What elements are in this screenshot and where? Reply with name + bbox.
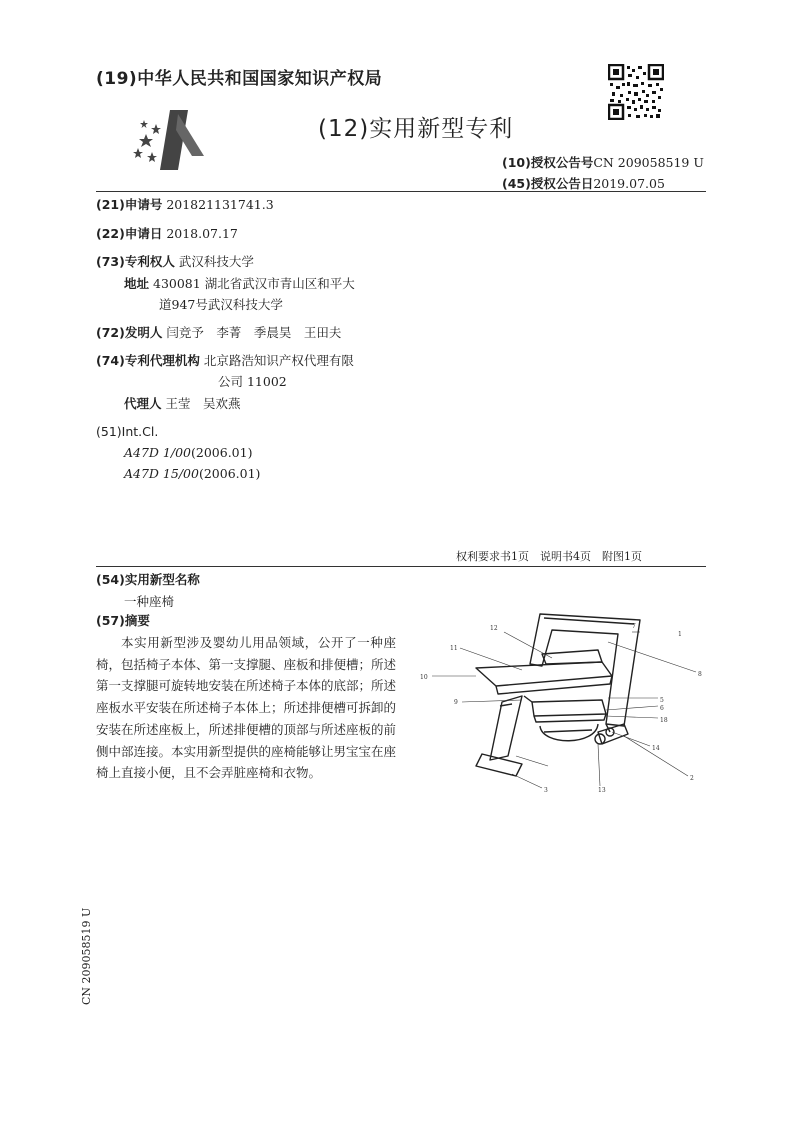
int-cl-version: (2006.01) [198, 466, 261, 481]
inventors-label: (72)发明人 [96, 325, 163, 340]
filing-date-label: (22)申请日 [96, 226, 163, 241]
application-number-label: (21)申请号 [96, 197, 163, 212]
address-label: 地址 [124, 276, 150, 291]
utility-model-title-label: (54)实用新型名称 [96, 572, 200, 587]
int-cl-entry [124, 444, 252, 462]
publication-number-label: (10)授权公告号 [502, 155, 594, 170]
figure-label: 7 [632, 623, 636, 630]
figure-label: 14 [652, 745, 660, 752]
int-cl-code: A47D 15/00 [124, 466, 199, 481]
inventors [96, 324, 341, 342]
filing-date-value: 2018.07.17 [166, 226, 238, 241]
address [124, 275, 355, 293]
figure-label: 11 [450, 645, 458, 652]
publication-date [502, 174, 665, 192]
int-cl-entry [124, 465, 260, 483]
figure-label: 12 [490, 625, 498, 632]
application-number-value: 201821131741.3 [166, 197, 274, 212]
figure-label: 9 [454, 699, 458, 706]
side-publication-number [78, 905, 98, 1005]
document-type-title: (12)实用新型专利 [318, 116, 514, 142]
utility-model-title: 一种座椅 [124, 594, 175, 609]
patent-agency-line-2: 公司 11002 [218, 374, 287, 389]
address-line-1: 430081 湖北省武汉市青山区和平大 [153, 276, 355, 291]
figure-label: 13 [598, 787, 606, 794]
int-cl-label: (51)Int.Cl. [96, 424, 159, 439]
abstract-text: 本实用新型涉及婴幼儿用品领域，公开了一种座椅，包括椅子本体、第一支撑腿、座板和排便槽；所述第一支撑腿可旋转地安装在所述椅子本体的底部；所述座板水平安装在所述椅子本体上；所述排便槽可拆卸的安装在所述座板上，所述排便槽的顶部与所述座板的前侧中部连接。本实用新型提供的座椅能够让男宝宝在座椅上直接小便，且不会弄脏座椅和衣物。 [96, 635, 397, 781]
publication-date-label: (45)授权公告日 [502, 176, 594, 191]
application-number [96, 196, 274, 214]
address-line-2: 道947号武汉科技大学 [159, 297, 283, 312]
figure-label: 2 [690, 775, 694, 782]
figure-label: 8 [698, 671, 702, 678]
section-divider [96, 566, 706, 567]
authority-name: (19)中华人民共和国国家知识产权局 [96, 69, 383, 89]
patentee-value: 武汉科技大学 [178, 254, 254, 269]
patentee [96, 253, 254, 271]
patent-agents [124, 395, 241, 413]
patent-agency-line-1: 北京路浩知识产权代理有限 [203, 353, 354, 368]
side-publication-number-text: CN 209058519 U [80, 907, 93, 1005]
patentee-label: (73)专利权人 [96, 254, 175, 269]
publication-date-value: 2019.07.05 [593, 176, 665, 191]
publication-number [502, 153, 704, 171]
publication-number-value: CN 209058519 U [593, 155, 704, 170]
figure-label: 18 [660, 717, 668, 724]
inventors-value: 闫竞予 李菁 季晨昊 王田夫 [166, 325, 342, 340]
figure-label: 10 [420, 674, 428, 681]
header-divider [96, 191, 706, 192]
abstract-label: (57)摘要 [96, 613, 150, 628]
int-cl-version: (2006.01) [191, 445, 253, 460]
figure-label: 5 [660, 697, 664, 704]
figure-label: 6 [660, 705, 664, 712]
patent-agents-label: 代理人 [124, 396, 162, 411]
patent-agents-value: 王莹 吴欢燕 [165, 396, 241, 411]
int-cl-code: A47D 1/00 [124, 445, 191, 460]
filing-date [96, 225, 238, 243]
chair-drawing-figure [412, 606, 712, 806]
page-count-info: 权利要求书1页 说明书4页 附图1页 [456, 550, 642, 563]
figure-label: 3 [544, 787, 548, 794]
figure-label: 1 [678, 631, 682, 638]
patent-agency-label: (74)专利代理机构 [96, 353, 200, 368]
cnipa-logo-icon [130, 108, 210, 174]
patent-agency [96, 352, 354, 370]
qr-code-icon [608, 64, 664, 120]
